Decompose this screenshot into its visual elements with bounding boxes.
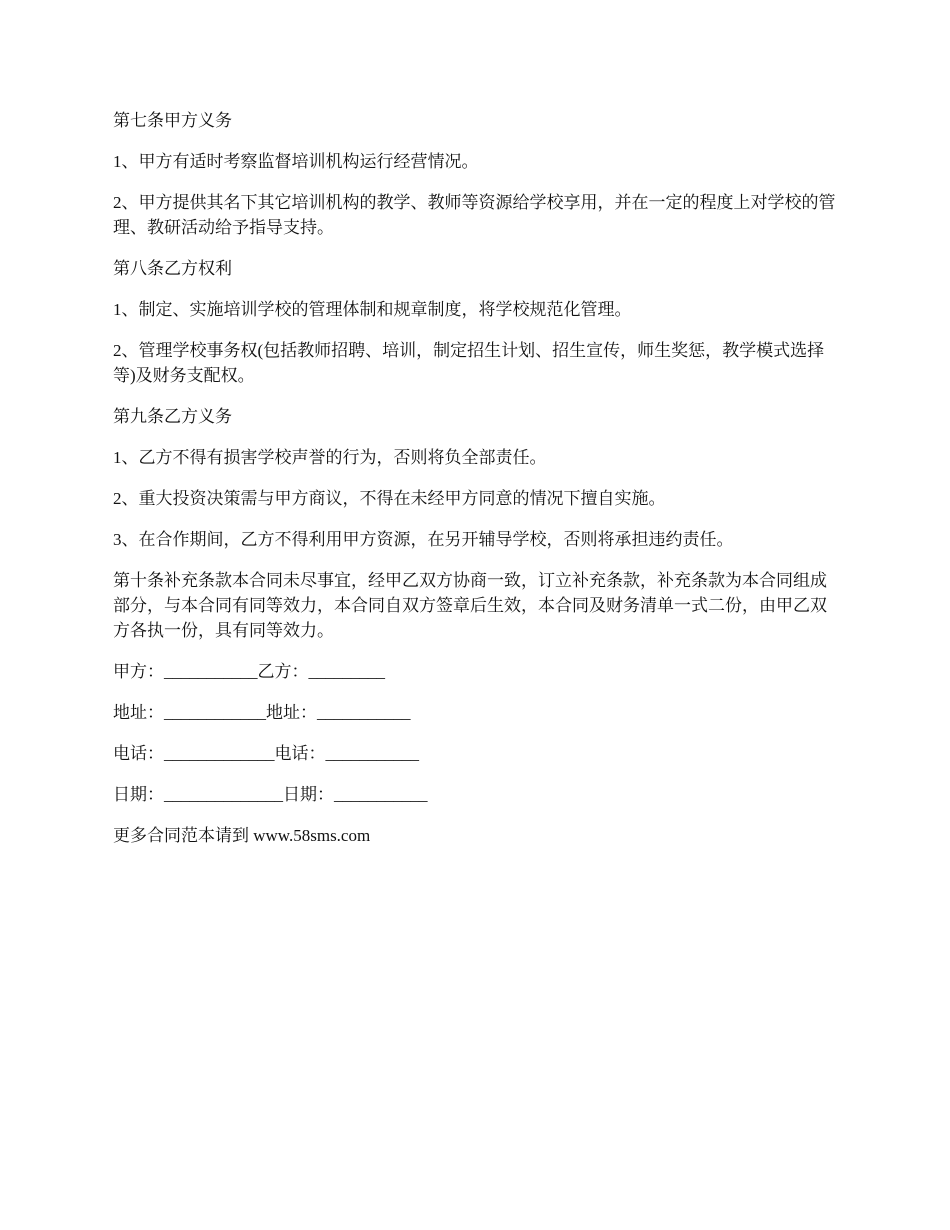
footer-more-contracts: 更多合同范本请到 www.58sms.com [113, 826, 371, 845]
article9-item-2: 2、重大投资决策需与甲方商议，不得在未经甲方同意的情况下擅自实施。 [113, 489, 666, 508]
article8-item-2: 2、管理学校事务权(包括教师招聘、培训，制定招生计划、招生宣传，师生奖惩，教学模式选择等)及财务支配权。 [113, 341, 825, 385]
article9-item-3: 3、在合作期间，乙方不得利用甲方资源，在另开辅导学校，否则将承担违约责任。 [113, 530, 734, 549]
signature-party-line: 甲方：___________乙方：_________ [113, 662, 385, 681]
article9-title: 第九条乙方义务 [113, 407, 232, 426]
article9-item-1: 1、乙方不得有损害学校声誉的行为，否则将负全部责任。 [113, 448, 547, 467]
article7-title: 第七条甲方义务 [113, 111, 232, 130]
signature-phone-line: 电话：_____________电话：___________ [113, 744, 419, 763]
article7-item-1: 1、甲方有适时考察监督培训机构运行经营情况。 [113, 152, 479, 171]
signature-address-line: 地址：____________地址：___________ [113, 703, 411, 722]
document-page [113, 108, 838, 864]
signature-date-line: 日期：______________日期：___________ [113, 785, 428, 804]
article8-item-1: 1、制定、实施培训学校的管理体制和规章制度，将学校规范化管理。 [113, 300, 632, 319]
article7-item-2: 2、甲方提供其名下其它培训机构的教学、教师等资源给学校享用，并在一定的程度上对学校的管理、教研活动给予指导支持。 [113, 193, 836, 237]
article8-title: 第八条乙方权利 [113, 259, 232, 278]
article10-text: 第十条补充条款本合同未尽事宜，经甲乙双方协商一致，订立补充条款，补充条款为本合同组成部分，与本合同有同等效力，本合同自双方签章后生效，本合同及财务清单一式二份，由甲乙双方各执一份，具有同等效力。 [113, 571, 827, 640]
